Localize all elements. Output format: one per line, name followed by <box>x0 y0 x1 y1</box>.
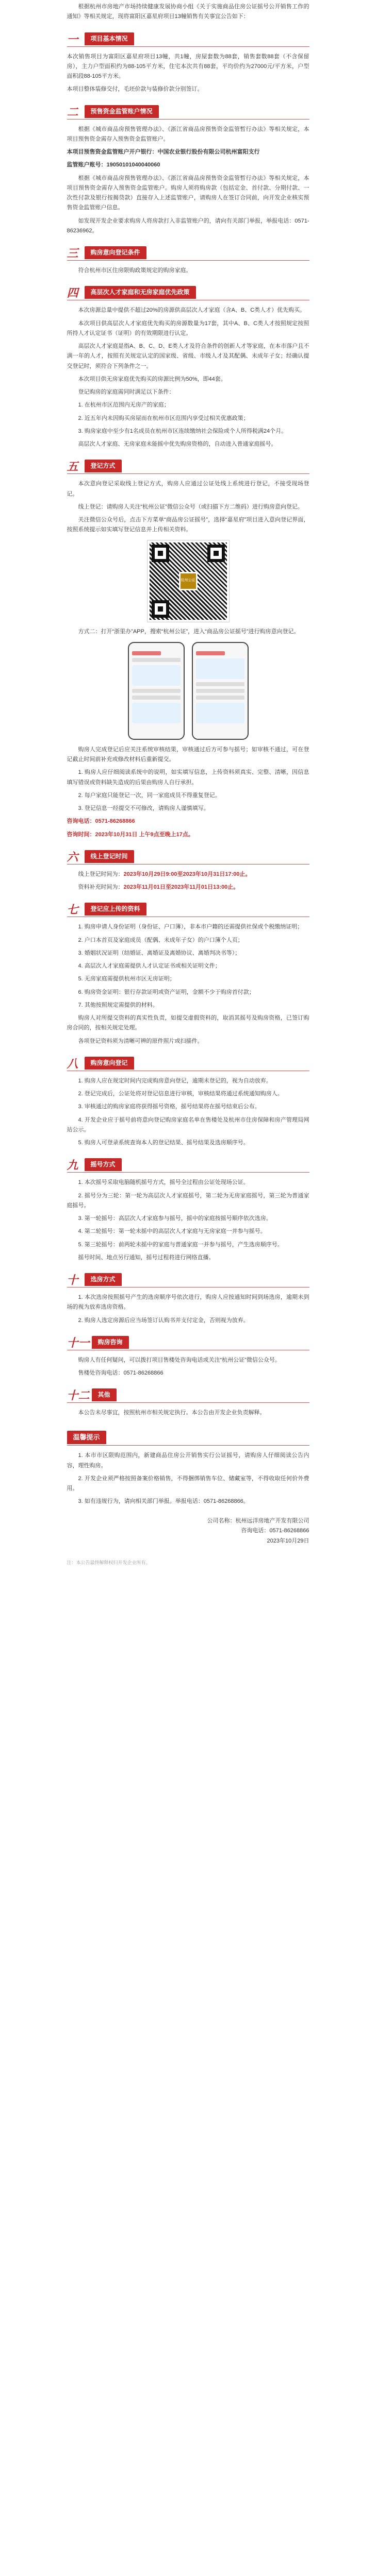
phone-ui-bar <box>196 696 244 700</box>
section-number: 七 <box>67 903 78 917</box>
qr-finder-pattern <box>152 600 169 618</box>
signoff <box>67 1516 309 1547</box>
phone-ui-block <box>196 703 244 723</box>
section-number: 五 <box>67 460 78 473</box>
section-number: 二 <box>67 105 78 118</box>
section-title: 摇号方式 <box>85 1158 122 1171</box>
phone-ui-bar <box>196 689 244 693</box>
paragraph: 1. 本次选房按照摇号产生的选房顺序号依次进行，购房人应按通知时间到场选房，逾期未到场的视为放弃选房资格。 <box>67 1294 309 1311</box>
paragraph: 各项登记资料须为清晰可辨的原件照片或扫描件。 <box>78 1038 203 1044</box>
paragraph: 如发现开发企业要求购房人将房款打入非监管账户的，请向有关部门举报，举报电话：0571-86236962。 <box>67 217 309 234</box>
phone-screenshot <box>128 642 185 740</box>
paragraph: 5. 第三轮摇号：前两轮未摇中的家庭与普通家庭一并参与摇号，产生选房顺序号。 <box>78 1241 283 1248</box>
announcement-date: 2023年10月29日 <box>267 1538 309 1545</box>
paragraph: 购房人有任何疑问，可以拨打项目售楼处咨询电话或关注“杭州公证”微信公众号。 <box>78 1357 281 1363</box>
app-screenshot-row <box>67 642 309 740</box>
supervision-account: 监管账户账号：19050101040040060 <box>67 162 160 168</box>
section-10-header <box>67 1273 309 1287</box>
phone-ui-bar <box>132 696 181 700</box>
phone-ui-block <box>196 658 244 679</box>
section-number: 十 <box>67 1274 78 1286</box>
company-name: 公司名称：杭州远洋房地产开发有限公司 <box>207 1517 309 1524</box>
list-item: 3. 婚姻状况证明（结婚证、离婚证及离婚协议、离婚判决书等）； <box>78 950 241 956</box>
phone-screenshot <box>192 642 249 740</box>
section-12-header <box>67 1388 309 1403</box>
paragraph: 购房人完成登记后应关注系统审核结果，审核通过后方可参与摇号；如审核不通过，可在登记截止时间前补充或修改材料后重新提交。 <box>67 746 309 762</box>
paragraph: 3. 登记信息一经提交不可修改，请购房人谨慎填写。 <box>78 805 209 811</box>
paragraph: 符合杭州市区住房限购政策规定的购房家庭。 <box>78 267 192 274</box>
section-number: 八 <box>67 1057 78 1070</box>
list-item: 5. 无房家庭需提供杭州市区无房证明； <box>78 976 175 982</box>
announcement-content <box>67 0 309 1567</box>
paragraph: 关注微信公众号后，点击下方菜单“商品房公证摇号”，选择“嘉星府”项目进入意向登记界面，按照系统提示如实填写登记信息并上传相关资料。 <box>67 517 309 533</box>
paragraph: 登记购房的家庭需同时满足以下条件： <box>78 389 175 395</box>
paragraph: 1. 本次摇号采取电脑随机摇号方式，摇号全过程由公证处现场公证。 <box>78 1179 249 1186</box>
section-title: 登记方式 <box>85 460 122 472</box>
paragraph: 本次销售项目为富阳区嘉星府项目13幢，共1幢，房屋套数为88套，销售套数88套（不含保留房），主力户型面积约为88-105平方米，住宅本次共有88套，平均价约为27000元/平方米，户型面积段88-105平方米。 <box>67 53 309 79</box>
section-3-header <box>67 246 309 261</box>
paragraph: 高层次人才家庭、无房家庭未能摇中优先购房资格的，自动进入普通家庭摇号。 <box>78 441 277 447</box>
section-number: 九 <box>67 1159 78 1172</box>
qr-finder-pattern <box>207 545 225 562</box>
section-title: 购房意向登记条件 <box>85 246 146 259</box>
project-info <box>67 52 309 95</box>
intro-paragraph: 根据杭州市房地产市场持续健康发展协商小组《关于实施商品住房公证摇号公开销售工作的通知》等相关规定，现将富阳区嘉星府项目13幢销售有关事宜公告如下： <box>67 4 309 20</box>
warm-tips-header <box>67 1431 309 1446</box>
paragraph: 2. 登记完成后，公证处将对登记信息进行审核，审核结果将通过系统通知购房人。 <box>78 1091 283 1097</box>
consult-time: 咨询时间：2023年10月31日 上午9点至晚上17点。 <box>67 831 194 838</box>
section-number: 十二 <box>67 1389 90 1402</box>
section-6-header <box>67 850 309 865</box>
paragraph: 3. 审核通过的购房家庭将获得摇号资格，摇号结果将在摇号结束后公布。 <box>78 1104 260 1110</box>
consult-line <box>67 817 309 826</box>
qr-logo: 杭州公证 <box>179 572 198 590</box>
list-item: 4. 高层次人才家庭需提供人才认定证书或相关证明文件； <box>78 963 221 969</box>
section-11-header <box>67 1336 309 1350</box>
paragraph: 根据《城市商品房预售管理办法》、《浙江省商品房预售资金监管暂行办法》等相关规定，本项目预售资金需存入预售资金监管账户。购房人须将购房款（包括定金、首付款、分期付款、一次性付款及银行按揭贷款）直接存入上述监管账户，请购房人在签订合同前，向开发企业核实预售资金监管账户信息。 <box>67 175 309 211</box>
section-7-header <box>67 903 309 917</box>
paragraph: 本次项目供无房家庭优先购买的房源比例为50%，即44套。 <box>78 376 226 382</box>
section-number: 三 <box>67 247 78 260</box>
phone-ui-bar <box>196 651 225 655</box>
section-title: 购房意向登记 <box>85 1057 134 1070</box>
footnote: 注：本公告最终解释权归开发企业所有。 <box>67 1560 151 1565</box>
section-title: 线上登记时间 <box>85 850 134 863</box>
supplement-time: 2023年11月01日至2023年11月01日13:00止。 <box>123 884 239 890</box>
paragraph: 本公告未尽事宜，按照杭州市相关规定执行。本公告由开发企业负责解释。 <box>78 1410 266 1416</box>
phone-ui-bar <box>132 658 181 662</box>
paragraph: 根据《城市商品房预售管理办法》、《浙江省商品房预售资金监管暂行办法》等相关规定，本项目预售资金需存入预售资金监管账户。 <box>67 126 309 142</box>
paragraph: 摇号时间、地点另行通知，摇号过程将进行网络直播。 <box>78 1254 215 1261</box>
section-title: 选房方式 <box>85 1273 122 1286</box>
section-title: 项目基本情况 <box>85 32 134 45</box>
registration-time: 2023年10月29日9:00至2023年10月31日17:00止。 <box>123 871 251 877</box>
paragraph: 购房人对所提交资料的真实性负责，如提交虚假资料的，取消其摇号及购房资格，已签订购房合同的，按相关规定处理。 <box>67 1015 309 1031</box>
section-number: 四 <box>67 286 78 300</box>
paragraph: 3. 如有违规行为，请向相关部门举报。举报电话：0571-86268866。 <box>78 1498 249 1505</box>
paragraph: 本次意向登记采取线上登记方式，购房人应通过公证处线上系统进行登记，不接受现场登记。 <box>67 481 309 497</box>
label: 资料补充时间为： <box>78 884 124 890</box>
paragraph: 4. 第二轮摇号：第一轮未摇中的高层次人才家庭与无房家庭一并参与摇号。 <box>78 1228 266 1235</box>
consult-phone[interactable]: 0571-86268866 <box>95 818 135 825</box>
section-title: 登记应上传的资料 <box>85 903 146 916</box>
paragraph: 2. 摇号分为三轮：第一轮为高层次人才家庭摇号，第二轮为无房家庭摇号，第三轮为普通家庭摇号。 <box>67 1192 309 1209</box>
paragraph: 线上登记：请购房人关注“杭州公证”微信公众号（或扫描下方二维码）进行购房意向登记。 <box>78 503 303 510</box>
section-9-header <box>67 1158 309 1173</box>
qr-finder-pattern <box>152 545 169 562</box>
section-title: 购房咨询 <box>92 1336 129 1349</box>
list-item: 2. 户口本首页及家庭成员（配偶、未成年子女）的户口簿个人页； <box>78 937 243 943</box>
paragraph: 1. 购房人应在规定时间内完成购房意向登记，逾期未登记的，视为自动放弃。 <box>78 1077 272 1084</box>
list-item: 2. 近五年内未因购买房屋而在杭州市区范围内享受过相关优惠政策； <box>78 415 249 421</box>
paragraph: 本项目整体装修交付，毛坯价款与装修价款分别签订。 <box>67 86 203 93</box>
section-2-header <box>67 105 309 120</box>
paragraph: 高层次人才家庭是指A、B、C、D、E类人才及符合条件的创新人才等家庭，在本市落户且不满一年的人才，按照有关规定认定的国家级、省级、市级人才及其配偶、未成年子女；经确认提交登记时，须符合下列条件之一。 <box>67 343 309 369</box>
paragraph: 售楼处咨询电话：0571-86268866 <box>78 1370 164 1376</box>
section-title: 其他 <box>92 1388 117 1401</box>
paragraph: 2. 开发企业须严格按照备案价格销售，不得捆绑销售车位、储藏室等，不得收取任何价外费用。 <box>67 1475 309 1492</box>
section-4-header <box>67 286 309 300</box>
phone-ui-bar <box>196 682 244 686</box>
company-phone: 咨询电话：0571-86268866 <box>241 1528 309 1534</box>
phone-ui-bar <box>132 651 161 655</box>
list-item: 1. 购房申请人身份证明（身份证、户口簿），非本市户籍的还需提供社保或个税缴纳证明； <box>78 924 303 930</box>
paragraph: 3. 第一轮摇号：高层次人才家庭参与摇号，摇中的家庭按摇号顺序依次选房。 <box>78 1215 272 1222</box>
list-item: 7. 其他按照规定需提供的材料。 <box>78 1002 158 1008</box>
paragraph: 1. 本市市区限购范围内，新建商品住房公开销售实行公证摇号，请购房人仔细阅读公告内容，理性购房。 <box>67 1452 309 1469</box>
list-item: 6. 购房资金证明：银行存款证明或资产证明，金额不少于购房首付款； <box>78 989 255 995</box>
paragraph: 5. 购房人可登录系统查询本人的登记结果、摇号结果及选房顺序号。 <box>78 1140 249 1146</box>
section-1-header <box>67 32 309 47</box>
phone-ui-bar <box>132 689 181 693</box>
phone-ui-block <box>132 665 181 686</box>
label: 线上登记时间为： <box>78 871 124 877</box>
section-8-header <box>67 1057 309 1071</box>
wechat-qr-code[interactable] <box>148 540 229 622</box>
paragraph: 1. 购房人应仔细阅读系统中的说明，如实填写信息，上传资料须真实、完整、清晰，因信息填写错误或资料缺失造成的后果由购房人自行承担。 <box>67 769 309 786</box>
paragraph <box>67 883 309 892</box>
paragraph: 本次房源总量中提供不超过20%的房源供高层次人才家庭（含A、B、C类人才）优先购买。 <box>78 307 306 314</box>
paragraph: 本次项目供高层次人才家庭优先购买的房源数量为17套，其中A、B、C类人才按照规定按照所持人才认定证书（证明）的有效期限进行认定。 <box>67 320 309 336</box>
section-number: 六 <box>67 850 78 863</box>
paragraph: 2. 购房人选定房源后应当场签订认购书并支付定金，否则视为放弃。 <box>78 1317 249 1324</box>
supervision-bank: 本项目预售资金监管账户开户银行：中国农业银行股份有限公司杭州富阳支行 <box>67 149 260 155</box>
paragraph: 2. 每户家庭只能登记一次，同一家庭成员不得重复登记。 <box>78 792 221 799</box>
section-title: 预售资金监管账户情况 <box>85 105 159 118</box>
section-title: 高层次人才家庭和无房家庭优先政策 <box>85 286 196 299</box>
warm-tips-title: 温馨提示 <box>67 1431 106 1445</box>
list-item: 3. 购房家庭中至少有1名成员在杭州市区连续缴纳社会保险或个人所得税满24个月。 <box>78 428 287 434</box>
qr-code-row <box>67 540 309 622</box>
section-5-header <box>67 460 309 474</box>
consult-label: 咨询电话： <box>67 818 95 825</box>
paragraph: 方式二：打开“浙里办”APP，搜索“杭州公证”，进入“商品房公证摇号”进行购房意向登记。 <box>78 628 300 635</box>
section-number: 十一 <box>67 1336 90 1349</box>
phone-ui-block <box>132 703 181 723</box>
paragraph <box>67 870 309 879</box>
section-number: 一 <box>67 32 78 46</box>
paragraph: 4. 开发企业应于摇号前将意向登记购房家庭名单在售楼处及杭州市住房保障和房产管理局网站公示。 <box>67 1116 309 1133</box>
list-item: 1. 在杭州市区范围内无房产的家庭； <box>78 402 170 409</box>
